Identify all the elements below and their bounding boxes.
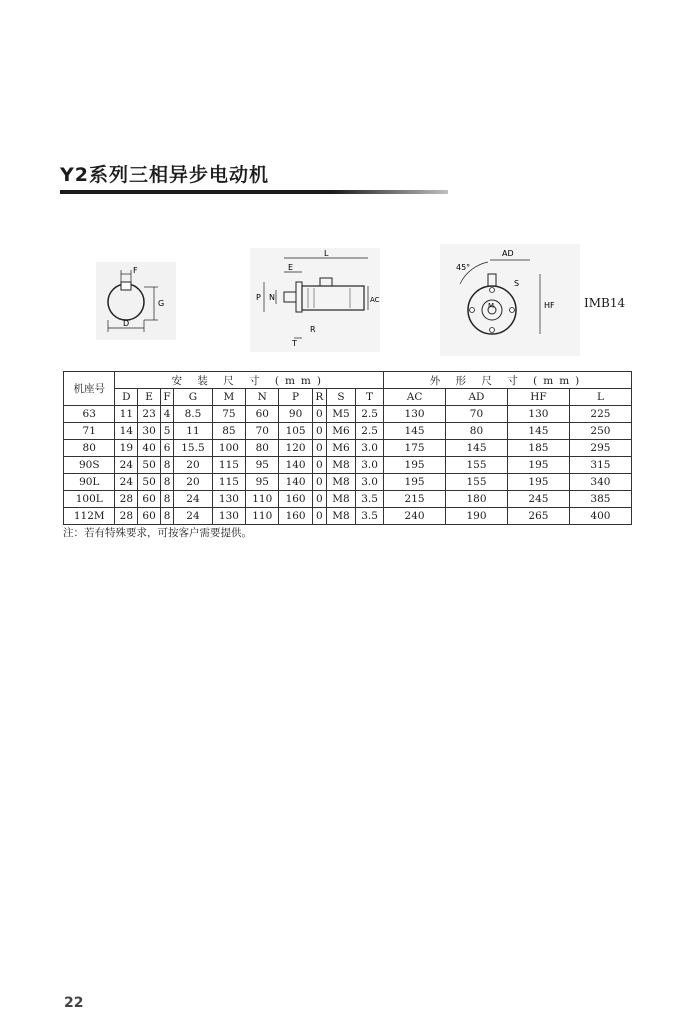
table-cell: 140 [279, 457, 312, 474]
table-cell: 400 [569, 508, 631, 525]
frame-cell: 90L [64, 474, 115, 491]
table-cell: 160 [279, 491, 312, 508]
table-cell: 20 [174, 474, 213, 491]
table-cell: 145 [446, 440, 508, 457]
footnote: 注：若有特殊要求，可按客户需要提供。 [63, 527, 252, 539]
table-cell: 95 [246, 474, 279, 491]
table-cell: 0 [312, 440, 326, 457]
dim-L: L [324, 249, 329, 258]
table-cell: 240 [384, 508, 446, 525]
motor-front-view-figure [440, 244, 580, 356]
table-cell: M6 [326, 440, 355, 457]
table-row [64, 491, 632, 508]
frame-cell: 80 [64, 440, 115, 457]
table-cell: 8.5 [174, 406, 213, 423]
dim-D: D [123, 319, 130, 328]
table-cell: 3.0 [356, 440, 384, 457]
table-cell: 11 [174, 423, 213, 440]
outline-dimensions-header: 外 形 尺 寸 (mm) [384, 372, 632, 389]
dim-N: N [269, 293, 275, 302]
table-cell: 250 [569, 423, 631, 440]
frame-cell: 100L [64, 491, 115, 508]
table-cell: 225 [569, 406, 631, 423]
dim-P: P [256, 293, 261, 302]
table-cell: 28 [115, 508, 138, 525]
table-cell: 70 [246, 423, 279, 440]
table-cell: 19 [115, 440, 138, 457]
frame-cell: 71 [64, 423, 115, 440]
column-header-g: G [174, 389, 213, 406]
table-cell: 130 [212, 491, 245, 508]
dim-E: E [288, 263, 294, 272]
table-row [64, 508, 632, 525]
table-cell: 60 [138, 508, 161, 525]
table-cell: 0 [312, 508, 326, 525]
table-cell: 155 [446, 474, 508, 491]
table-cell: 190 [446, 508, 508, 525]
table-cell: 24 [115, 474, 138, 491]
dim-S: S [514, 279, 520, 288]
table-cell: 23 [138, 406, 161, 423]
shaft-section-figure [96, 262, 176, 340]
table-cell: 8 [161, 491, 174, 508]
column-header-t: T [356, 389, 384, 406]
table-cell: 40 [138, 440, 161, 457]
table-cell: 50 [138, 457, 161, 474]
dim-HF: HF [544, 301, 555, 310]
table-cell: 2.5 [356, 406, 384, 423]
column-header-m: M [212, 389, 245, 406]
table-cell: 130 [212, 508, 245, 525]
dim-F: F [133, 266, 138, 275]
column-header-p: P [279, 389, 312, 406]
dim-R: R [310, 325, 316, 334]
table-cell: 15.5 [174, 440, 213, 457]
column-header-s: S [326, 389, 355, 406]
table-row [64, 440, 632, 457]
table-cell: 155 [446, 457, 508, 474]
column-header-d: D [115, 389, 138, 406]
column-header-f: F [161, 389, 174, 406]
table-cell: 0 [312, 457, 326, 474]
motor-side-view-figure [250, 248, 380, 352]
table-row [64, 423, 632, 440]
column-header-r: R [312, 389, 326, 406]
table-cell: 20 [174, 457, 213, 474]
table-cell: 195 [507, 457, 569, 474]
table-column-header-row [64, 389, 632, 406]
table-cell: 115 [212, 457, 245, 474]
table-cell: M6 [326, 423, 355, 440]
table-cell: 4 [161, 406, 174, 423]
table-cell: 110 [246, 491, 279, 508]
table-cell: 0 [312, 474, 326, 491]
table-cell: 85 [212, 423, 245, 440]
title-underline [60, 190, 448, 194]
dim-angle: 45° [456, 263, 471, 272]
mount-type-label: IMB14 [584, 296, 626, 310]
table-cell: 95 [246, 457, 279, 474]
table-cell: 120 [279, 440, 312, 457]
table-cell: 340 [569, 474, 631, 491]
table-cell: 30 [138, 423, 161, 440]
dim-AC: AC [370, 296, 380, 304]
column-header-hf: HF [507, 389, 569, 406]
table-cell: 195 [384, 457, 446, 474]
table-group-header-row [64, 372, 632, 389]
table-cell: 14 [115, 423, 138, 440]
table-cell: 195 [507, 474, 569, 491]
table-cell: 3.0 [356, 457, 384, 474]
table-cell: 100 [212, 440, 245, 457]
table-cell: 70 [446, 406, 508, 423]
table-cell: 130 [384, 406, 446, 423]
table-cell: 145 [507, 423, 569, 440]
table-cell: M8 [326, 491, 355, 508]
table-cell: 0 [312, 406, 326, 423]
table-cell: 315 [569, 457, 631, 474]
column-header-ac: AC [384, 389, 446, 406]
table-cell: 24 [174, 491, 213, 508]
table-cell: 110 [246, 508, 279, 525]
column-header-n: N [246, 389, 279, 406]
install-dimensions-header: 安 装 尺 寸 (mm) [115, 372, 384, 389]
page-title: Y2系列三相异步电动机 [60, 164, 269, 186]
table-cell: 90 [279, 406, 312, 423]
frame-cell: 90S [64, 457, 115, 474]
table-cell: 245 [507, 491, 569, 508]
table-cell: 3.0 [356, 474, 384, 491]
table-row [64, 474, 632, 491]
table-cell: 60 [138, 491, 161, 508]
table-cell: 2.5 [356, 423, 384, 440]
table-cell: 160 [279, 508, 312, 525]
table-cell: 8 [161, 474, 174, 491]
frame-header: 机座号 [64, 372, 115, 406]
dim-M: M [488, 302, 495, 310]
table-cell: 140 [279, 474, 312, 491]
table-cell: M8 [326, 508, 355, 525]
frame-cell: 112M [64, 508, 115, 525]
table-cell: 185 [507, 440, 569, 457]
table-cell: 175 [384, 440, 446, 457]
column-header-ad: AD [446, 389, 508, 406]
table-cell: 105 [279, 423, 312, 440]
table-cell: 60 [246, 406, 279, 423]
table-cell: 6 [161, 440, 174, 457]
table-cell: 145 [384, 423, 446, 440]
table-cell: 75 [212, 406, 245, 423]
table-cell: 50 [138, 474, 161, 491]
table-cell: 295 [569, 440, 631, 457]
table-cell: 130 [507, 406, 569, 423]
column-header-e: E [138, 389, 161, 406]
table-cell: 80 [446, 423, 508, 440]
table-cell: 11 [115, 406, 138, 423]
table-body [64, 406, 632, 525]
table-cell: 115 [212, 474, 245, 491]
dim-G: G [158, 299, 165, 308]
table-row [64, 457, 632, 474]
table-cell: 28 [115, 491, 138, 508]
table-cell: 3.5 [356, 491, 384, 508]
table-cell: 215 [384, 491, 446, 508]
table-cell: 0 [312, 423, 326, 440]
table-cell: 24 [115, 457, 138, 474]
table-cell: 180 [446, 491, 508, 508]
table-row [64, 406, 632, 423]
table-cell: 385 [569, 491, 631, 508]
page-number: 22 [64, 995, 84, 1011]
table-cell: 8 [161, 508, 174, 525]
table-cell: 8 [161, 457, 174, 474]
table-cell: 195 [384, 474, 446, 491]
table-cell: 5 [161, 423, 174, 440]
frame-cell: 63 [64, 406, 115, 423]
table-cell: M8 [326, 474, 355, 491]
dimensions-table [63, 371, 632, 525]
table-cell: 265 [507, 508, 569, 525]
table-cell: 0 [312, 491, 326, 508]
column-header-l: L [569, 389, 631, 406]
dim-AD: AD [502, 249, 514, 258]
table-cell: M5 [326, 406, 355, 423]
table-cell: 3.5 [356, 508, 384, 525]
dim-T: T [292, 339, 297, 348]
table-cell: M8 [326, 457, 355, 474]
table-cell: 80 [246, 440, 279, 457]
table-cell: 24 [174, 508, 213, 525]
